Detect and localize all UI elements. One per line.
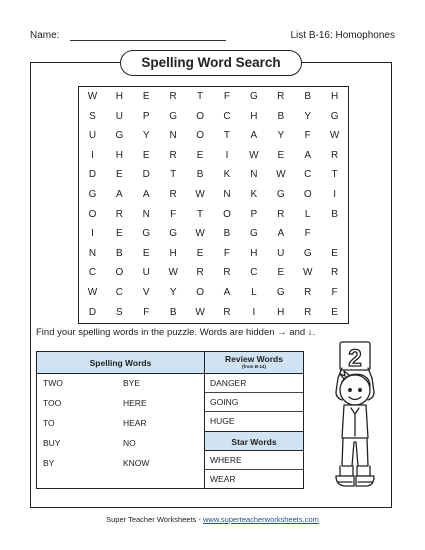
grid-row xyxy=(79,165,348,185)
name-blank-line xyxy=(70,40,226,41)
grid-letter: R xyxy=(169,188,177,200)
worksheet-header xyxy=(30,30,395,46)
grid-letter: Y xyxy=(277,130,285,142)
grid-row xyxy=(79,146,348,166)
grid-letter: G xyxy=(276,188,285,200)
spelling-words-column xyxy=(37,352,205,488)
footer-prefix: Super Teacher Worksheets - xyxy=(106,515,203,524)
word-search-grid xyxy=(78,86,349,324)
grid-letter: U xyxy=(115,110,123,122)
word-list-table xyxy=(36,351,304,489)
grid-letter: H xyxy=(250,110,258,122)
grid-letter: A xyxy=(142,188,150,200)
grid-letter: F xyxy=(304,228,311,240)
grid-row xyxy=(79,87,348,107)
grid-letter: O xyxy=(223,208,231,220)
grid-letter: E xyxy=(196,247,204,259)
spelling-word: HEAR xyxy=(123,418,147,428)
grid-letter: W xyxy=(329,130,340,142)
grid-letter: E xyxy=(142,247,150,259)
grid-letter: R xyxy=(169,149,177,161)
footer xyxy=(0,515,425,524)
grid-row xyxy=(79,244,348,264)
grid-letter: A xyxy=(277,228,285,240)
grid-row xyxy=(79,224,348,244)
grid-letter: R xyxy=(330,149,339,161)
grid-letter: B xyxy=(277,110,285,122)
grid-letter: N xyxy=(169,130,177,142)
grid-letter: W xyxy=(168,267,178,279)
grid-letter: L xyxy=(304,208,311,220)
grid-letter: E xyxy=(196,149,204,161)
grid-letter: A xyxy=(223,286,231,298)
grid-letter: N xyxy=(142,208,150,220)
grid-letter: H xyxy=(115,91,123,102)
star-words-header: Star Words xyxy=(205,431,303,451)
grid-letter: D xyxy=(88,306,97,318)
grid-letter: T xyxy=(223,130,231,142)
grid-letter: E xyxy=(116,169,123,181)
review-words-title: Review Words xyxy=(225,354,283,364)
grid-letter: G xyxy=(303,247,312,259)
grid-letter: E xyxy=(331,247,338,259)
grid-letter: I xyxy=(225,149,229,161)
grid-letter: W xyxy=(249,149,259,161)
grid-letter: Y xyxy=(142,130,150,142)
grid-letter: F xyxy=(143,306,150,318)
grid-row xyxy=(79,107,348,127)
grid-letter: I xyxy=(252,306,256,318)
grid-letter: T xyxy=(197,91,204,102)
grid-letter: F xyxy=(170,208,177,220)
grid-letter: K xyxy=(223,169,231,181)
grid-letter: F xyxy=(304,130,311,142)
grid-letter: H xyxy=(169,247,177,259)
footer-link[interactable]: www.superteacherworksheets.com xyxy=(202,515,319,524)
grid-letter: U xyxy=(88,130,97,142)
grid-letter: H xyxy=(115,149,123,161)
grid-letter: G xyxy=(276,286,285,298)
review-star-column xyxy=(205,352,303,488)
grid-letter: A xyxy=(250,130,258,142)
grid-row xyxy=(79,263,348,283)
grid-letter: R xyxy=(196,267,204,279)
grid-letter: R xyxy=(223,306,231,318)
review-word: GOING xyxy=(205,393,303,412)
grid-letter: G xyxy=(250,228,258,240)
instructions: Find your spelling words in the puzzle. Words are hidden → and ↓. xyxy=(36,327,316,338)
grid-letter: E xyxy=(142,91,150,102)
review-word: HUGE xyxy=(210,416,235,426)
page-title: Spelling Word Search xyxy=(120,50,302,76)
grid-letter xyxy=(321,224,348,244)
grid-letter: R xyxy=(330,267,339,279)
grid-letter: T xyxy=(197,208,204,220)
grid-letter: O xyxy=(196,286,204,298)
grid-letter: T xyxy=(170,169,177,181)
grid-row xyxy=(79,283,348,303)
grid-letter: I xyxy=(333,188,336,200)
grid-letter: H xyxy=(277,306,285,318)
spelling-word: KNOW xyxy=(123,458,150,468)
grid-letter: O xyxy=(88,208,97,220)
spelling-word: TWO xyxy=(43,378,63,388)
grid-letter: C xyxy=(88,267,97,279)
grid-letter: F xyxy=(331,286,338,298)
grid-row xyxy=(79,303,348,323)
grid-letter: G xyxy=(142,228,151,240)
review-word: DANGER xyxy=(205,374,303,393)
spelling-word: HERE xyxy=(123,398,147,408)
grid-letter: I xyxy=(91,228,94,240)
grid-letter: S xyxy=(116,306,123,318)
grid-letter: G xyxy=(169,228,178,240)
review-words-source: (from B-14) xyxy=(241,364,266,369)
name-label: Name: xyxy=(30,30,60,41)
grid-row xyxy=(79,185,348,205)
grid-letter: B xyxy=(304,91,312,102)
grid-letter: G xyxy=(115,130,124,142)
grid-letter: B xyxy=(116,247,123,259)
grid-letter: W xyxy=(302,267,313,279)
grid-letter: E xyxy=(277,267,285,279)
grid-letter: B xyxy=(331,208,338,220)
grid-letter: N xyxy=(223,188,231,200)
list-label: List B-16: Homophones xyxy=(290,30,395,41)
grid-letter: A xyxy=(304,149,312,161)
grid-letter: R xyxy=(304,306,312,318)
grid-letter: E xyxy=(116,228,123,240)
grid-letter: W xyxy=(195,228,205,240)
sign-number: 2 xyxy=(348,345,362,372)
spelling-word: BYE xyxy=(123,378,141,388)
grid-letter: R xyxy=(223,267,231,279)
grid-letter: I xyxy=(91,149,94,161)
grid-letter: N xyxy=(250,169,258,181)
grid-letter: G xyxy=(169,110,178,122)
grid-letter: C xyxy=(115,286,123,298)
grid-letter: Y xyxy=(169,286,177,298)
star-word: WEAR xyxy=(210,474,236,484)
grid-letter: F xyxy=(223,91,231,102)
grid-letter: N xyxy=(88,247,97,259)
grid-letter: W xyxy=(87,91,98,102)
grid-letter: W xyxy=(87,286,98,298)
grid-letter: R xyxy=(277,208,285,220)
review-words-header xyxy=(205,352,303,374)
grid-letter: S xyxy=(89,110,96,122)
spelling-word: TO xyxy=(43,418,55,428)
grid-letter: B xyxy=(223,228,231,240)
grid-letter: W xyxy=(195,188,205,200)
spelling-word: BY xyxy=(43,458,55,468)
grid-letter: O xyxy=(115,267,124,279)
grid-letter: G xyxy=(330,110,339,122)
grid-letter: C xyxy=(304,169,312,181)
grid-letter: H xyxy=(330,91,339,102)
grid-letter: O xyxy=(196,110,204,122)
grid-letter: E xyxy=(142,149,150,161)
star-word: WHERE xyxy=(205,451,303,470)
grid-letter: K xyxy=(250,188,258,200)
spelling-words-header: Spelling Words xyxy=(37,352,204,374)
grid-letter: W xyxy=(195,306,205,318)
grid-letter: O xyxy=(303,188,312,200)
grid-letter: R xyxy=(115,208,123,220)
grid-letter: U xyxy=(142,267,150,279)
grid-letter: P xyxy=(250,208,258,220)
grid-letter: B xyxy=(169,306,177,318)
spelling-word: TOO xyxy=(43,398,62,408)
grid-row xyxy=(79,205,348,225)
grid-letter: V xyxy=(142,286,150,298)
grid-letter: G xyxy=(250,91,258,102)
grid-letter: H xyxy=(250,247,258,259)
grid-letter: P xyxy=(142,110,150,122)
grid-letter: E xyxy=(277,149,285,161)
grid-row xyxy=(79,126,348,146)
boy-holding-sign-illustration xyxy=(318,338,388,498)
grid-letter: R xyxy=(169,91,177,102)
spelling-word: NO xyxy=(123,438,136,448)
spelling-word: BUY xyxy=(43,438,61,448)
grid-letter: U xyxy=(277,247,285,259)
grid-letter: A xyxy=(116,188,123,200)
grid-letter: O xyxy=(196,130,204,142)
grid-letter: F xyxy=(223,247,231,259)
grid-letter: D xyxy=(88,169,97,181)
grid-letter: B xyxy=(196,169,204,181)
grid-letter: Y xyxy=(304,110,312,122)
grid-letter: C xyxy=(250,267,258,279)
grid-letter: W xyxy=(276,169,286,181)
grid-letter: T xyxy=(331,169,338,181)
grid-letter: E xyxy=(331,306,338,318)
grid-letter: R xyxy=(277,91,285,102)
grid-letter: C xyxy=(223,110,231,122)
grid-letter: R xyxy=(304,286,312,298)
grid-letter: D xyxy=(142,169,150,181)
grid-letter: G xyxy=(88,188,97,200)
grid-letter: L xyxy=(251,286,257,298)
